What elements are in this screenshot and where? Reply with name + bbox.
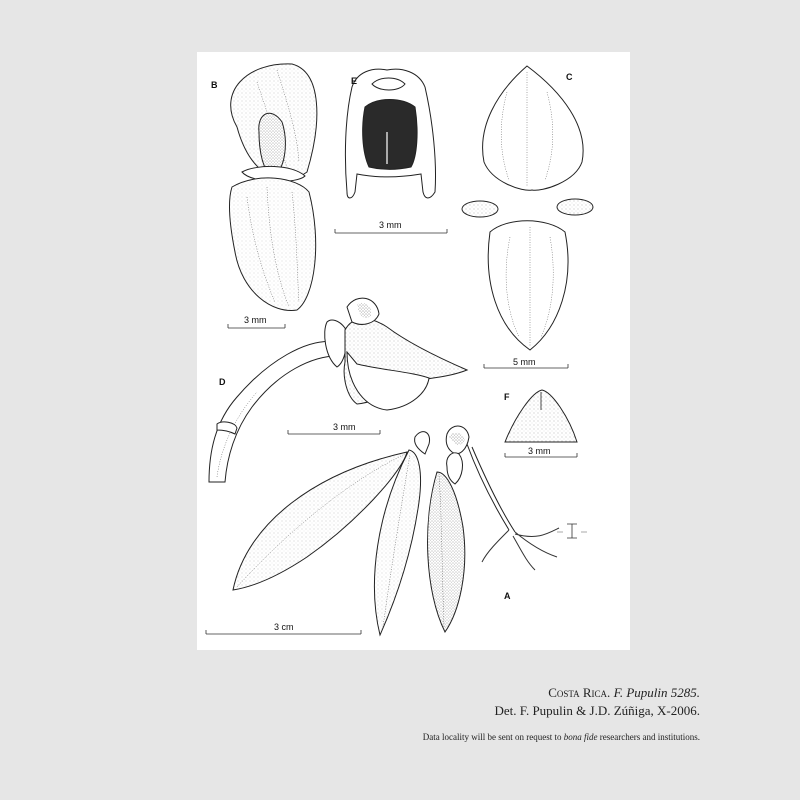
figure-c-perianth: [462, 66, 593, 350]
figure-e-column: [345, 69, 435, 198]
plate-caption: [423, 684, 700, 742]
label-b: B: [211, 80, 218, 90]
scale-label-c: 5 mm: [513, 357, 536, 367]
caption-note-emphasis: bona fide: [563, 732, 598, 742]
figure-d-flower-lateral: [209, 298, 467, 482]
caption-determination: Det. F. Pupulin & J.D. Zúñiga, X-2006.: [494, 703, 700, 718]
caption-country: Costa Rica.: [548, 685, 611, 700]
caption-note: [423, 732, 700, 742]
scale-label-e: 3 mm: [379, 220, 402, 230]
label-a: A: [504, 591, 511, 601]
artist-monogram: [557, 524, 587, 538]
caption-specimen: [423, 684, 700, 702]
caption-note-suffix: researchers and institutions.: [597, 732, 700, 742]
figure-b-flower-front: [229, 64, 316, 311]
caption-collector: F. Pupulin 5285.: [613, 685, 700, 700]
label-f: F: [504, 392, 510, 402]
scale-label-b: 3 mm: [244, 315, 267, 325]
botanical-plate: [197, 52, 630, 650]
label-c: C: [566, 72, 573, 82]
caption-note-prefix: Data locality will be sent on request to: [422, 732, 564, 742]
figure-f-lip-apex: [505, 390, 577, 442]
scale-label-d: 3 mm: [333, 422, 356, 432]
label-d: D: [219, 377, 226, 387]
plate-illustration: [197, 52, 630, 650]
scale-label-a: 3 cm: [274, 622, 294, 632]
label-e: E: [351, 76, 358, 86]
scale-label-f: 3 mm: [528, 446, 551, 456]
